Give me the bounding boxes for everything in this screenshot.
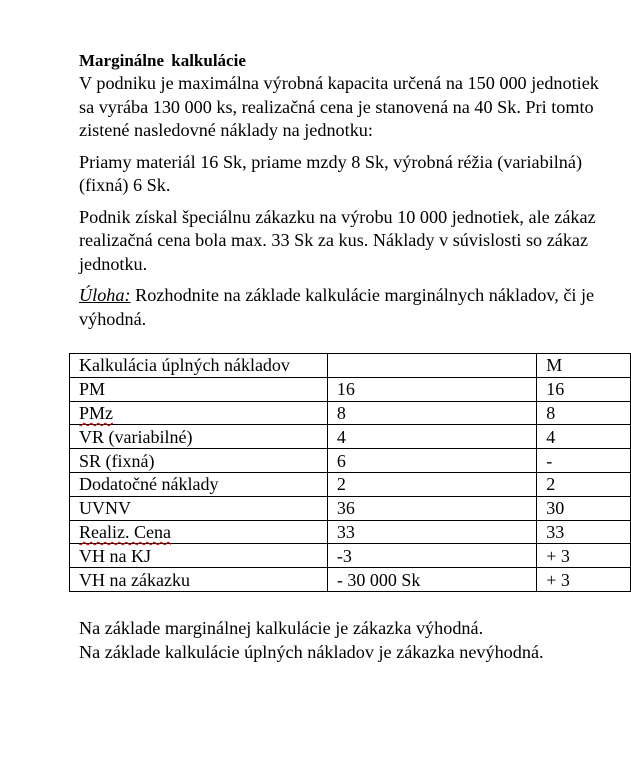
calculation-table (69, 353, 631, 592)
task-line-2: výhodná. (79, 308, 147, 329)
table-row (70, 520, 631, 544)
task-label: Úloha: (79, 285, 131, 305)
table-cell (70, 401, 328, 425)
table-cell (70, 520, 328, 544)
task-text: Rozhodnite na základe kalkulácie marginálnych nákladov, či je (130, 285, 595, 305)
conclusion-line-2: Na základe kalkulácie úplných nákladov je zákazka nevýhodná. (79, 641, 544, 662)
task-line-1 (79, 284, 631, 308)
intro-line-3: zistené nasledovné náklady na jednotku: (79, 120, 373, 140)
table-row (70, 401, 631, 425)
table-header-cell: Kalkulácia úplných nákladov (70, 354, 328, 378)
document-heading: Marginálne kalkulácie (79, 51, 246, 70)
table-row (70, 568, 631, 592)
table-cell: 4 (327, 425, 536, 449)
intro-line-1: V podniku je maximálna výrobná kapacita určená na 150 000 jednotiek (79, 73, 599, 93)
intro-line-2: sa vyrába 130 000 ks, realizačná cena je stanovená na 40 Sk. Pri tomto (79, 96, 594, 117)
intro-paragraph (79, 72, 631, 143)
table-cell: 16 (327, 377, 536, 401)
table-cell: - 30 000 Sk (327, 568, 536, 592)
table-cell: 4 (537, 425, 631, 449)
table-cell: -3 (327, 544, 536, 568)
table-row (70, 472, 631, 496)
order-paragraph (79, 206, 631, 277)
order-line-3: jednotku. (79, 253, 148, 274)
table-header-row (70, 354, 631, 378)
table-row (70, 496, 631, 520)
table-header-cell: M (537, 354, 631, 378)
table-cell: 33 (537, 520, 631, 544)
table-row (70, 449, 631, 473)
task-paragraph (79, 284, 631, 331)
conclusion-line-1: Na základe marginálnej kalkulácie je zákazka výhodná. (79, 618, 484, 638)
table-cell: 36 (327, 496, 536, 520)
table-cell: 6 (327, 449, 536, 473)
table-cell: + 3 (537, 568, 631, 592)
table-cell: 8 (327, 401, 536, 425)
table-cell: VH na zákazku (70, 568, 328, 592)
table-cell: Dodatočné náklady (70, 472, 328, 496)
table-row (70, 377, 631, 401)
costs-paragraph (79, 151, 631, 198)
table-row (70, 544, 631, 568)
table-cell: SR (fixná) (70, 449, 328, 473)
table-cell: 16 (537, 377, 631, 401)
table-cell: - (537, 449, 631, 473)
order-line-1: Podnik získal špeciálnu zákazku na výrobu 10 000 jednotiek, ale zákaz (79, 206, 596, 227)
costs-line-2: (fixná) 6 Sk. (79, 175, 171, 195)
table-cell: 8 (537, 401, 631, 425)
table-cell: 33 (327, 520, 536, 544)
order-line-2: realizačná cena bola max. 33 Sk za kus. Náklady v súvislosti so zákaz (79, 230, 589, 250)
spellcheck-marked-text: PMz (79, 402, 114, 423)
table-cell: VH na KJ (70, 544, 328, 568)
table-cell: 2 (327, 472, 536, 496)
document-text (79, 49, 631, 331)
spellcheck-marked-text: Realiz. Cena (79, 521, 171, 542)
table-cell: UVNV (70, 496, 328, 520)
table-cell: VR (variabilné) (70, 425, 328, 449)
table-cell: + 3 (537, 544, 631, 568)
costs-line-1: Priamy materiál 16 Sk, priame mzdy 8 Sk, výrobná réžia (variabilná) (79, 151, 583, 172)
table-header-cell (327, 354, 536, 378)
table-row (70, 425, 631, 449)
table-cell: 30 (537, 496, 631, 520)
table-cell: 2 (537, 472, 631, 496)
table-cell: PM (70, 377, 328, 401)
conclusions (79, 617, 544, 664)
